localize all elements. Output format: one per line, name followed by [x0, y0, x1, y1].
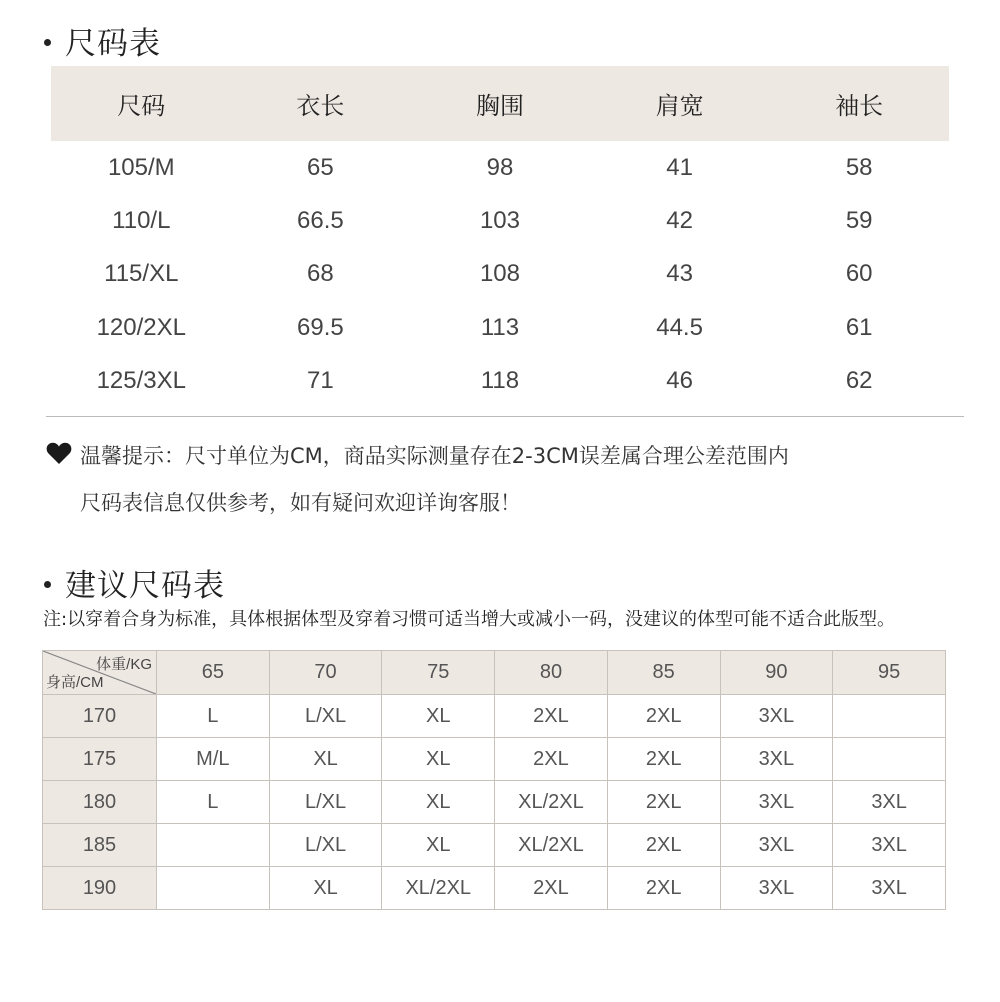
header-shoulder: 肩宽: [590, 66, 770, 141]
table-cell: 2XL: [607, 738, 720, 781]
table-cell: 71: [307, 367, 334, 395]
table-cell: L: [157, 695, 270, 738]
table-cell: [157, 867, 270, 910]
table-row: [43, 695, 946, 738]
weight-header: 80: [495, 651, 608, 695]
height-header: 185: [43, 824, 157, 867]
table-row: [43, 867, 946, 910]
table-cell: 115/XL: [104, 260, 179, 288]
table-row: [51, 301, 949, 354]
table-cell: 3XL: [720, 738, 833, 781]
header-length: 衣长: [231, 66, 411, 141]
table-cell: 103: [479, 207, 520, 235]
table-cell: L/XL: [269, 781, 382, 824]
table-cell: 3XL: [720, 781, 833, 824]
table-row: [43, 738, 946, 781]
table-cell: 46: [666, 367, 693, 395]
table-cell: 44.5: [656, 313, 703, 341]
table-row: [51, 248, 949, 301]
table-cell: 3XL: [833, 867, 946, 910]
header-sleeve: 袖长: [769, 66, 949, 141]
table-cell: 110/L: [112, 207, 171, 235]
tip-line-2: 尺码表信息仅供参考，如有疑问欢迎详询客服！: [80, 491, 521, 515]
table-cell: XL/2XL: [495, 781, 608, 824]
table-cell: XL: [382, 781, 495, 824]
table-cell: [833, 695, 946, 738]
table-cell: 2XL: [607, 824, 720, 867]
table-cell: XL/2XL: [382, 867, 495, 910]
table-cell: 3XL: [720, 695, 833, 738]
table-cell: XL: [269, 867, 382, 910]
table-cell: 2XL: [495, 738, 608, 781]
table-cell: 2XL: [607, 695, 720, 738]
size-chart-header-row: [51, 66, 949, 141]
recommend-title-text: 建议尺码表: [65, 568, 225, 604]
bullet-icon: [44, 39, 51, 46]
table-cell: 105/M: [107, 153, 175, 181]
weight-header: 85: [607, 651, 720, 695]
table-cell: L/XL: [269, 824, 382, 867]
table-cell: 43: [666, 260, 693, 288]
table-cell: 41: [666, 153, 693, 181]
corner-cell: [43, 651, 157, 695]
table-cell: XL: [382, 695, 495, 738]
table-cell: 2XL: [495, 695, 608, 738]
table-cell: 68: [307, 260, 334, 288]
table-cell: 120/2XL: [96, 313, 186, 341]
table-cell: 3XL: [720, 867, 833, 910]
size-chart-table: [51, 66, 949, 408]
table-cell: 108: [479, 260, 520, 288]
table-cell: 98: [486, 153, 514, 181]
table-cell: 3XL: [833, 781, 946, 824]
heart-icon: [46, 441, 72, 465]
header-size: 尺码: [51, 66, 231, 141]
table-cell: [157, 824, 270, 867]
table-cell: 60: [845, 260, 873, 288]
table-row: [43, 824, 946, 867]
divider: [46, 416, 964, 417]
header-chest: 胸围: [410, 66, 590, 141]
table-cell: XL: [269, 738, 382, 781]
height-header: 180: [43, 781, 157, 824]
weight-header: 95: [833, 651, 946, 695]
recommend-note: 注:以穿着合身为标准，具体根据体型及穿着习惯可适当增大或减小一码，没建议的体型可能不适合此版型。: [43, 609, 896, 630]
height-header: 175: [43, 738, 157, 781]
table-cell: 65: [307, 153, 334, 181]
table-cell: 113: [480, 313, 520, 341]
table-cell: 61: [845, 313, 873, 341]
table-cell: 125/3XL: [96, 367, 186, 395]
table-cell: M/L: [157, 738, 270, 781]
table-cell: [833, 738, 946, 781]
table-cell: 66.5: [297, 207, 344, 235]
table-cell: 118: [480, 367, 520, 395]
table-row: [51, 355, 949, 408]
table-cell: 62: [845, 367, 873, 395]
table-row: [43, 781, 946, 824]
table-cell: 42: [666, 207, 693, 235]
table-cell: 59: [845, 207, 873, 235]
recommend-table: [42, 650, 946, 910]
height-header: 190: [43, 867, 157, 910]
corner-height-label: 身高/CM: [46, 674, 104, 691]
table-cell: 2XL: [607, 781, 720, 824]
table-cell: 3XL: [833, 824, 946, 867]
weight-header: 75: [382, 651, 495, 695]
table-cell: L: [157, 781, 270, 824]
table-row: [51, 194, 949, 247]
table-cell: XL: [382, 824, 495, 867]
bullet-icon: [44, 581, 51, 588]
table-cell: 69.5: [297, 313, 344, 341]
height-header: 170: [43, 695, 157, 738]
table-cell: 58: [845, 153, 873, 181]
table-cell: 3XL: [720, 824, 833, 867]
corner-weight-label: 体重/KG: [96, 656, 152, 673]
table-cell: 2XL: [607, 867, 720, 910]
size-chart-title-text: 尺码表: [65, 26, 161, 62]
weight-header: 65: [157, 651, 270, 695]
size-chart-title: [44, 18, 161, 63]
weight-header: 70: [269, 651, 382, 695]
table-cell: XL: [382, 738, 495, 781]
recommend-header-row: [43, 651, 946, 695]
tip-line-1: 温馨提示：尺寸单位为CM，商品实际测量存在2-3CM误差属合理公差范围内: [80, 444, 789, 468]
table-cell: XL/2XL: [495, 824, 608, 867]
recommend-title: [44, 560, 225, 605]
table-cell: 2XL: [495, 867, 608, 910]
table-row: [51, 141, 949, 194]
weight-header: 90: [720, 651, 833, 695]
table-cell: L/XL: [269, 695, 382, 738]
